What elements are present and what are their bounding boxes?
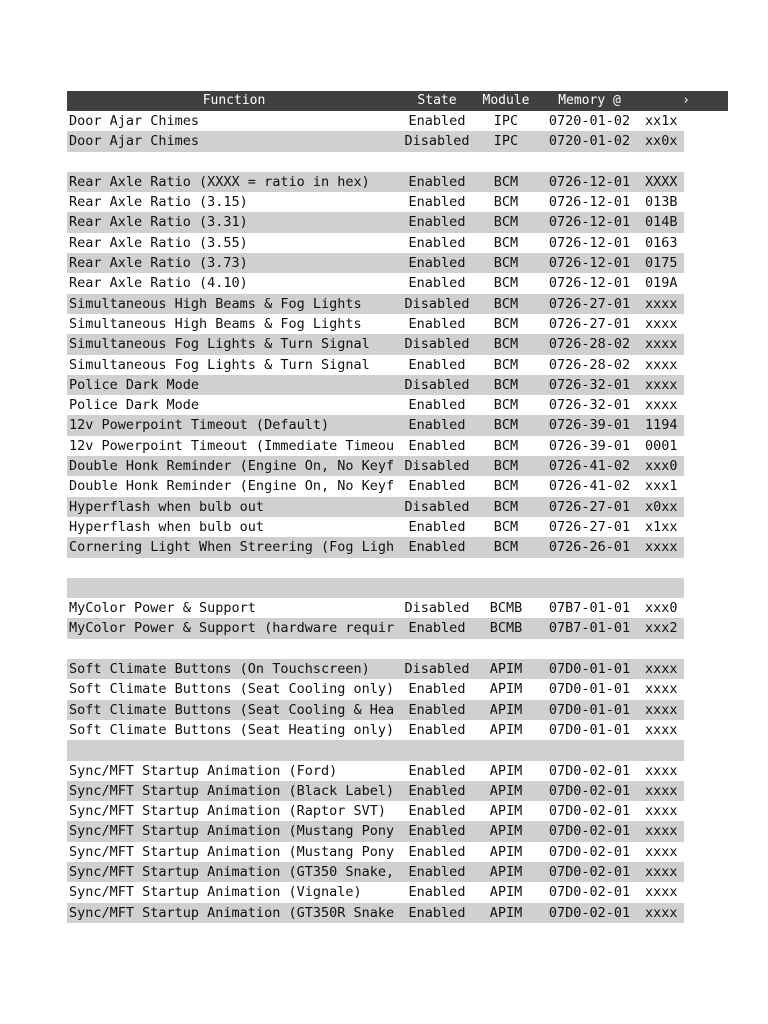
cell-memory: 0726-26-01	[548, 539, 631, 556]
cell-module: BCM	[493, 376, 519, 393]
cell-value: XXXX	[645, 173, 678, 190]
cell-state: Disabled	[404, 133, 470, 150]
cell-module	[473, 152, 539, 172]
cell-value: xxx2	[645, 620, 678, 637]
table-row[interactable]	[67, 497, 684, 517]
cell-function: Simultaneous Fog Lights & Turn Signal	[69, 356, 370, 373]
cell-value: xxxx	[645, 539, 678, 556]
cell-value: xxxx	[645, 863, 678, 880]
table-header	[67, 91, 728, 111]
cell-value: xx0x	[645, 133, 678, 150]
cell-value: xxx0	[645, 458, 678, 475]
cell-function: Rear Axle Ratio (3.31)	[69, 214, 248, 231]
cell-state: Enabled	[408, 315, 466, 332]
cell-value: xxxx	[645, 904, 678, 921]
cell-module: IPC	[493, 113, 519, 129]
cell-function: Simultaneous Fog Lights & Turn Signal	[69, 336, 370, 353]
cell-value: 0163	[645, 234, 678, 251]
cell-module: APIM	[489, 661, 523, 678]
cell-memory: 07B7-01-01	[548, 620, 631, 637]
table-row[interactable]	[67, 436, 684, 456]
cell-value	[640, 639, 684, 659]
cell-function: Sync/MFT Startup Animation (Vignale)	[69, 884, 362, 901]
cell-memory: 07D0-02-01	[548, 803, 631, 820]
table-row[interactable]	[67, 294, 684, 314]
table-row[interactable]	[67, 517, 684, 537]
cell-module: APIM	[489, 762, 523, 779]
cell-state: Disabled	[404, 498, 470, 515]
cell-state: Disabled	[404, 376, 470, 393]
table-row[interactable]	[67, 700, 684, 720]
cell-function: Sync/MFT Startup Animation (Mustang Pony	[69, 843, 395, 860]
table-row[interactable]	[67, 862, 684, 882]
cell-function: Simultaneous High Beams & Fog Lights	[69, 295, 362, 312]
table-row[interactable]	[67, 334, 684, 354]
cell-value: xxxx	[645, 376, 678, 393]
cell-module: BCMB	[489, 620, 523, 637]
cell-function: Soft Climate Buttons (On Touchscreen)	[69, 661, 370, 678]
table-row[interactable]	[67, 233, 684, 253]
cell-function: 12v Powerpoint Timeout (Immediate Timeou	[69, 437, 395, 454]
cell-state	[401, 740, 473, 760]
cell-module: BCM	[493, 437, 519, 454]
cell-memory: 07D0-01-01	[548, 701, 631, 718]
cell-state: Disabled	[404, 600, 470, 617]
cell-memory: 0726-12-01	[548, 255, 631, 272]
cell-state	[401, 639, 473, 659]
cell-value: xxxx	[645, 295, 678, 312]
cell-state: Enabled	[408, 701, 466, 718]
cell-state: Enabled	[408, 539, 466, 556]
cell-memory: 0726-12-01	[548, 234, 631, 251]
cell-state: Enabled	[408, 620, 466, 637]
cell-function: Rear Axle Ratio (4.10)	[69, 275, 248, 292]
cell-function: Rear Axle Ratio (3.55)	[69, 234, 248, 251]
cell-state: Enabled	[408, 437, 466, 454]
cell-module: APIM	[489, 721, 523, 738]
cell-state: Enabled	[408, 721, 466, 738]
cell-function: Cornering Light When Streering (Fog Ligh	[69, 539, 395, 556]
cell-module	[473, 558, 539, 578]
cell-memory: 0726-12-01	[548, 214, 631, 231]
cell-value	[640, 740, 684, 760]
cell-memory: 0726-12-01	[548, 275, 631, 292]
cell-module: BCM	[493, 234, 519, 251]
header-module[interactable]: Module	[482, 93, 530, 108]
cell-function	[67, 578, 401, 598]
cell-memory: 07D0-01-01	[548, 721, 631, 738]
cell-state: Enabled	[408, 518, 466, 535]
cell-function: MyColor Power & Support	[69, 600, 256, 617]
table-row[interactable]	[67, 395, 684, 415]
table-row[interactable]	[67, 679, 684, 699]
cell-state: Enabled	[408, 234, 466, 251]
cell-function: Police Dark Mode	[69, 397, 200, 414]
cell-value: xxxx	[645, 803, 678, 820]
table-row[interactable]	[67, 903, 684, 923]
cell-function: Door Ajar Chimes	[69, 133, 200, 150]
cell-value: xxxx	[645, 681, 678, 698]
cell-function	[67, 152, 401, 172]
cell-memory: 0726-27-01	[548, 498, 631, 515]
cell-module: APIM	[489, 863, 523, 880]
cell-memory: 0726-27-01	[548, 295, 631, 312]
cell-value: xxxx	[645, 701, 678, 718]
header-state[interactable]: State	[417, 93, 457, 108]
cell-memory: 07B7-01-01	[548, 600, 631, 617]
cell-module: BCM	[493, 336, 519, 353]
cell-function: Double Honk Reminder (Engine On, No Keyf	[69, 478, 395, 495]
cell-module: APIM	[489, 681, 523, 698]
cell-module: BCM	[493, 214, 519, 231]
cell-function: Soft Climate Buttons (Seat Cooling only)	[69, 681, 395, 698]
table-row[interactable]	[67, 375, 684, 395]
cell-function: Sync/MFT Startup Animation (Ford)	[69, 762, 338, 779]
cell-function: Sync/MFT Startup Animation (Mustang Pony	[69, 823, 395, 840]
cell-value: xxxx	[645, 397, 678, 414]
table-row[interactable]	[67, 842, 684, 862]
cell-memory: 07D0-02-01	[548, 843, 631, 860]
table-row[interactable]	[67, 131, 684, 151]
table-row[interactable]	[67, 720, 684, 740]
cell-memory: 07D0-02-01	[548, 863, 631, 880]
cell-module: BCM	[493, 478, 519, 495]
cell-value: xxxx	[645, 823, 678, 840]
cell-state: Enabled	[408, 417, 466, 434]
cell-memory: 0726-28-02	[548, 336, 631, 353]
cell-memory: 07D0-02-01	[548, 762, 631, 779]
cell-memory: 0726-41-02	[548, 458, 631, 475]
cell-value: 014B	[645, 214, 678, 231]
cell-module	[473, 639, 539, 659]
cell-state: Enabled	[408, 113, 466, 129]
cell-function: Hyperflash when bulb out	[69, 498, 265, 515]
cell-state: Enabled	[408, 356, 466, 373]
table-row[interactable]	[67, 882, 684, 902]
cell-value: xxxx	[645, 843, 678, 860]
cell-module	[473, 740, 539, 760]
cell-module: BCM	[493, 539, 519, 556]
cell-memory: 07D0-01-01	[548, 661, 631, 678]
cell-memory: 07D0-02-01	[548, 782, 631, 799]
cell-function	[67, 639, 401, 659]
cell-value: xxxx	[645, 336, 678, 353]
table-row[interactable]	[67, 172, 684, 192]
table-row[interactable]	[67, 618, 684, 638]
table-row[interactable]	[67, 821, 684, 841]
cell-module: APIM	[489, 843, 523, 860]
cell-memory: 0720-01-02	[548, 133, 631, 150]
cell-memory: 0726-27-01	[548, 518, 631, 535]
cell-module: BCM	[493, 315, 519, 332]
table-row[interactable]	[67, 761, 684, 781]
cell-function: 12v Powerpoint Timeout (Default)	[69, 417, 330, 434]
cell-value	[640, 558, 684, 578]
table-row[interactable]	[67, 456, 684, 476]
cell-value: 019A	[645, 275, 678, 292]
cell-memory: 0726-27-01	[548, 315, 631, 332]
cell-function: Simultaneous High Beams & Fog Lights	[69, 315, 362, 332]
table-row[interactable]	[67, 801, 684, 821]
table-row[interactable]	[67, 314, 684, 334]
cell-module: APIM	[489, 782, 523, 799]
table-row[interactable]	[67, 415, 684, 435]
cell-function: Hyperflash when bulb out	[69, 518, 265, 535]
cell-state: Enabled	[408, 823, 466, 840]
cell-value: 0175	[645, 255, 678, 272]
cell-module: BCM	[493, 518, 519, 535]
cell-function: Rear Axle Ratio (3.15)	[69, 194, 248, 211]
cell-state: Enabled	[408, 255, 466, 272]
cell-function: Sync/MFT Startup Animation (GT350 Snake,	[69, 863, 395, 880]
table-body	[67, 111, 728, 923]
cell-state: Disabled	[404, 661, 470, 678]
table-row[interactable]	[67, 476, 684, 496]
cell-state: Disabled	[404, 295, 470, 312]
cell-value: xxx0	[645, 600, 678, 617]
cell-value: x1xx	[645, 518, 678, 535]
cell-module: APIM	[489, 904, 523, 921]
cell-state: Enabled	[408, 762, 466, 779]
cell-module: BCM	[493, 417, 519, 434]
table-row[interactable]	[67, 253, 684, 273]
table-row[interactable]	[67, 273, 684, 293]
cell-state: Enabled	[408, 782, 466, 799]
cell-state: Enabled	[408, 843, 466, 860]
cell-state: Enabled	[408, 863, 466, 880]
table-row[interactable]	[67, 537, 684, 557]
cell-value: xx1x	[645, 113, 678, 129]
cell-memory: 0726-12-01	[548, 194, 631, 211]
table-row[interactable]	[67, 598, 684, 618]
cell-state: Enabled	[408, 214, 466, 231]
cell-state	[401, 152, 473, 172]
cell-module: APIM	[489, 701, 523, 718]
cell-memory: 0726-39-01	[548, 437, 631, 454]
cell-memory	[539, 152, 640, 172]
cell-value: xxxx	[645, 721, 678, 738]
cell-memory: 0720-01-02	[548, 113, 631, 129]
cell-module: BCM	[493, 295, 519, 312]
table-row[interactable]	[67, 111, 684, 131]
cell-memory: 07D0-02-01	[548, 823, 631, 840]
table-row[interactable]	[67, 355, 684, 375]
cell-function: Police Dark Mode	[69, 376, 200, 393]
cell-module: APIM	[489, 884, 523, 901]
cell-memory	[539, 558, 640, 578]
cell-module: BCM	[493, 458, 519, 475]
cell-memory: 07D0-02-01	[548, 904, 631, 921]
cell-function: MyColor Power & Support (hardware requir	[69, 620, 395, 637]
cell-state	[401, 578, 473, 598]
cell-state: Enabled	[408, 478, 466, 495]
cell-module: BCM	[493, 173, 519, 190]
cell-memory: 0726-12-01	[548, 173, 631, 190]
cell-module: APIM	[489, 803, 523, 820]
cell-value	[640, 578, 684, 598]
table-row[interactable]	[67, 558, 684, 578]
cell-memory: 0726-39-01	[548, 417, 631, 434]
config-table	[67, 91, 728, 923]
cell-state: Disabled	[404, 458, 470, 475]
cell-value: xxxx	[645, 782, 678, 799]
cell-state: Disabled	[404, 336, 470, 353]
cell-state: Enabled	[408, 275, 466, 292]
cell-memory: 0726-32-01	[548, 397, 631, 414]
cell-value: 013B	[645, 194, 678, 211]
cell-module: BCMB	[489, 600, 523, 617]
cell-module: BCM	[493, 255, 519, 272]
cell-module: IPC	[493, 133, 519, 150]
cell-memory: 0726-32-01	[548, 376, 631, 393]
cell-state: Enabled	[408, 681, 466, 698]
cell-function: Door Ajar Chimes	[69, 113, 200, 129]
cell-value	[640, 152, 684, 172]
cell-function	[67, 740, 401, 760]
cell-state: Enabled	[408, 884, 466, 901]
cell-function: Rear Axle Ratio (3.73)	[69, 255, 248, 272]
cell-value: 0001	[645, 437, 678, 454]
cell-memory: 07D0-01-01	[548, 681, 631, 698]
cell-value: 1194	[645, 417, 678, 434]
table-row[interactable]	[67, 639, 684, 659]
table-row[interactable]	[67, 659, 684, 679]
cell-module: APIM	[489, 823, 523, 840]
cell-function: Rear Axle Ratio (XXXX = ratio in hex)	[69, 173, 370, 190]
cell-module: BCM	[493, 275, 519, 292]
cell-function: Sync/MFT Startup Animation (Black Label)	[69, 782, 395, 799]
cell-value: xxxx	[645, 356, 678, 373]
cell-function: Sync/MFT Startup Animation (GT350R Snake	[69, 904, 395, 921]
cell-state: Enabled	[408, 173, 466, 190]
cell-value: x0xx	[645, 498, 678, 515]
cell-function: Double Honk Reminder (Engine On, No Keyf	[69, 458, 395, 475]
cell-memory: 07D0-02-01	[548, 884, 631, 901]
header-value[interactable]: ›	[682, 93, 690, 108]
cell-module: BCM	[493, 498, 519, 515]
cell-memory	[539, 740, 640, 760]
cell-value: xxxx	[645, 661, 678, 678]
cell-memory	[539, 578, 640, 598]
cell-value: xxxx	[645, 762, 678, 779]
cell-state: Enabled	[408, 904, 466, 921]
cell-state: Enabled	[408, 803, 466, 820]
table-row[interactable]	[67, 740, 684, 760]
cell-memory: 0726-41-02	[548, 478, 631, 495]
cell-state: Enabled	[408, 194, 466, 211]
table-row[interactable]	[67, 578, 684, 598]
header-function[interactable]: Function	[202, 93, 266, 108]
cell-memory	[539, 639, 640, 659]
table-row[interactable]	[67, 781, 684, 801]
header-memory[interactable]: Memory @	[558, 93, 621, 108]
table-row[interactable]	[67, 192, 684, 212]
cell-function: Sync/MFT Startup Animation (Raptor SVT)	[69, 803, 386, 820]
cell-value: xxxx	[645, 315, 678, 332]
cell-module	[473, 578, 539, 598]
cell-state	[401, 558, 473, 578]
table-row[interactable]	[67, 212, 684, 232]
cell-value: xxxx	[645, 884, 678, 901]
cell-value: xxx1	[645, 478, 678, 495]
cell-function: Soft Climate Buttons (Seat Cooling & Hea	[69, 701, 395, 718]
cell-function	[67, 558, 401, 578]
table-row[interactable]	[67, 152, 684, 172]
cell-function: Soft Climate Buttons (Seat Heating only)	[69, 721, 395, 738]
cell-module: BCM	[493, 397, 519, 414]
cell-state: Enabled	[408, 397, 466, 414]
cell-memory: 0726-28-02	[548, 356, 631, 373]
cell-module: BCM	[493, 194, 519, 211]
cell-module: BCM	[493, 356, 519, 373]
